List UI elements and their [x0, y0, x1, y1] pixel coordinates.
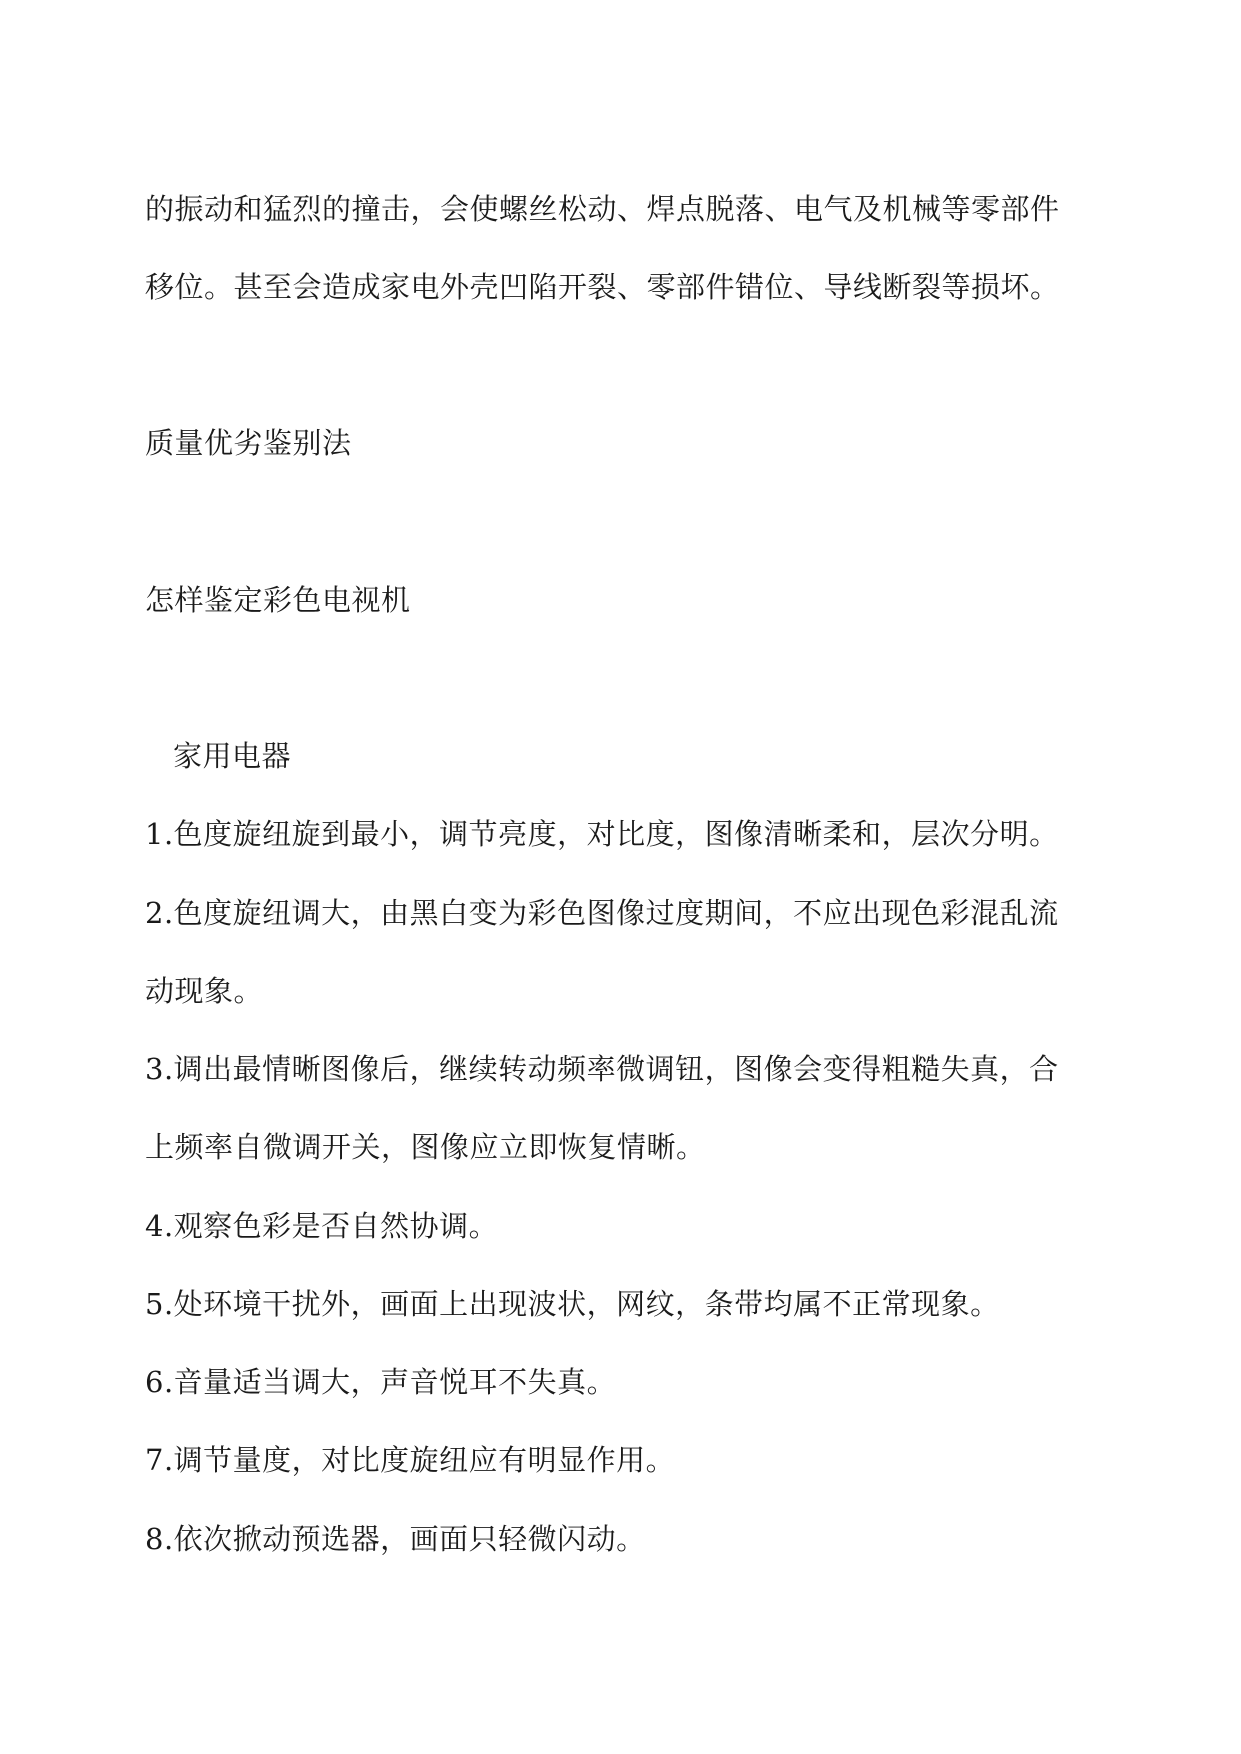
paragraph-line: 的振动和猛烈的撞击，会使螺丝松动、焊点脱落、电气及机械等零部件 — [145, 192, 1060, 226]
list-item: 3.调出最情晰图像后，继续转动频率微调钮，图像会变得粗糙失真，合 — [145, 1052, 1059, 1086]
list-item: 7.调节量度，对比度旋纽应有明显作用。 — [145, 1443, 676, 1477]
list-item: 6.音量适当调大，声音悦耳不失真。 — [145, 1365, 617, 1399]
list-item-continuation: 动现象。 — [145, 974, 264, 1008]
list-item: 8.依次掀动预选器，画面只轻微闪动。 — [145, 1522, 646, 1556]
sub-heading: 家用电器 — [173, 739, 292, 773]
list-item: 4.观察色彩是否自然协调。 — [145, 1209, 499, 1243]
section-heading: 怎样鉴定彩色电视机 — [145, 583, 411, 617]
list-item: 5.处环境干扰外，画面上出现波状，网纹，条带均属不正常现象。 — [145, 1287, 1000, 1321]
list-item: 2.色度旋纽调大，由黑白变为彩色图像过度期间，不应出现色彩混乱流 — [145, 896, 1059, 930]
list-item-continuation: 上频率自微调开关，图像应立即恢复情晰。 — [145, 1130, 706, 1164]
section-heading: 质量优劣鉴别法 — [145, 426, 352, 460]
paragraph-line: 移位。甚至会造成家电外壳凹陷开裂、零部件错位、导线断裂等损坏。 — [145, 270, 1060, 304]
list-item: 1.色度旋纽旋到最小，调节亮度，对比度，图像清晰柔和，层次分明。 — [145, 817, 1059, 851]
